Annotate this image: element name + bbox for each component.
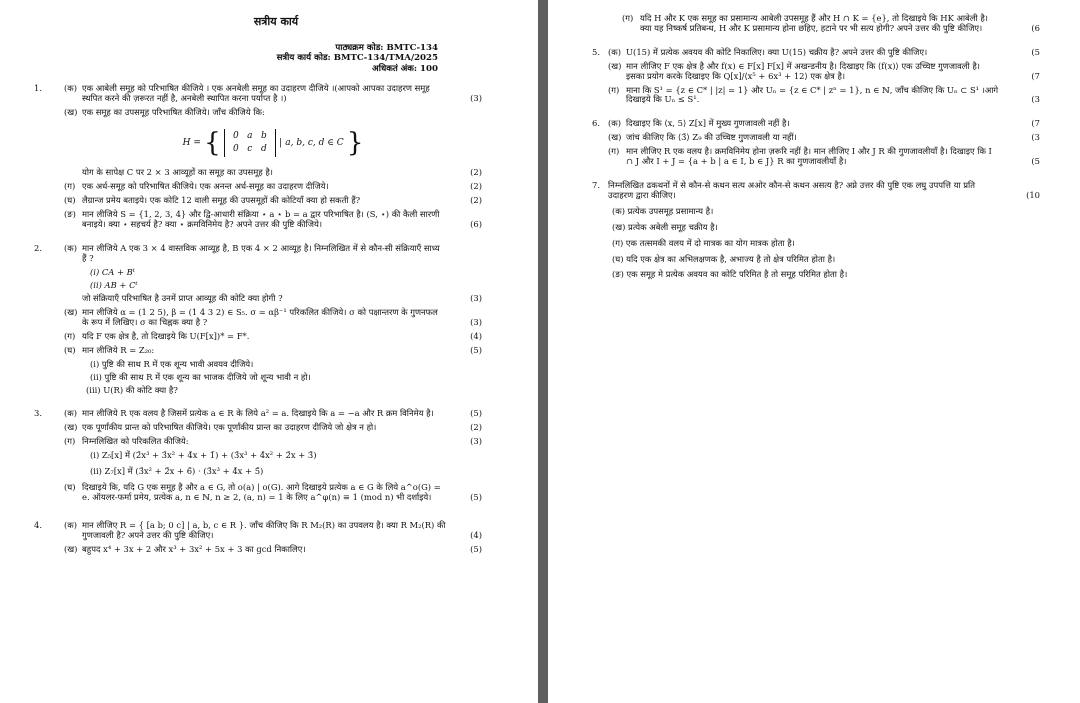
question-5a: (क) U(15) में प्रत्येक अवयव की कोटि निकालिए। क्या U(15) चक्रीय है? अपने उत्तर की पुष्टि कीजिए। (5: [608, 46, 1040, 57]
question-2a: (क) मान लीजिये A एक 3 × 4 वास्तविक आव्यूह है, B एक 4 × 2 आव्यूह है। निम्नलिखित में से कौन-सी संक्रियाएँ साध्य हैं ?: [64, 242, 440, 263]
list-item: (ii) AB + Cᵗ: [90, 279, 138, 290]
question-number: 1.: [34, 82, 42, 93]
page-separator: [538, 0, 548, 703]
question-3b: (ख) एक पूर्णांकीय प्रान्त को परिभाषित कीजिये। एक पूर्णांकीय प्रान्त का उदाहरण दीजिये जो क्षेत्र न हो। (2): [64, 421, 482, 432]
matrix: 0 a b 0 c d: [224, 129, 276, 156]
question-2a-cont: जो संक्रियाएँ परिभाषित है उनमें प्राप्त आव्यूह की कोटि क्या होगी ? (3): [82, 293, 482, 304]
question-6: 6. (क) दिखाइए कि ⟨x, 5⟩ Z[x] में मुख्य गुणजावली नहीं है। (7 (ख) जांच कीजिए कि ⟨3̄⟩ Z₉ की उच्चिष्ट गुणजावली या नहीं। (3 (ग) मान लीजिए R एक वलय है। क्रमविनिमेय होना ज़रूरि नहीं है। मान लीजिए I और J R की गुणजावलीयाँ है। दिखाइए कि I ∩ J और I + J = {a + b | a ∈ I, b ∈ J} R का गुणजावलीयाँ है। (5: [592, 118, 1040, 167]
question-4: 4. (क) मान लीजिए R = { [a b; 0 c] | a, b, c ∈ R }. जाँच कीजिए कि R M₂(R) का उपवलय है। क्या R M₂(R) की गुणजावली है? अपने उत्तर की पुष्टि कीजिए। (4) (ख) बहुपद x⁴ + 3x + 2 और x³ + 3x² + 5x + 3 का gcd निकालिए। (5): [34, 520, 482, 554]
document-title: सत्रीय कार्य: [253, 15, 299, 28]
course-meta: [34, 43, 518, 74]
question-6a: (क) दिखाइए कि ⟨x, 5⟩ Z[x] में मुख्य गुणजावली नहीं है। (7: [608, 118, 1040, 129]
max-marks: अधिकतं अंक: 100: [372, 63, 438, 74]
page-2: [548, 0, 1080, 703]
list-item: (i) पुष्टि की साथ R में एक शून्य भावी अवयव दीजिये।: [90, 358, 254, 369]
course-code: पाठ्यक्रम कोड: BMTC-134: [335, 42, 438, 53]
subgroup-definition: H = { 0 a b 0 c d | a, b, c, d ∈ C }: [182, 127, 364, 158]
question-6c: (ग) मान लीजिए R एक वलय है। क्रमविनिमेय होना ज़रूरि नहीं है। मान लीजिए I और J R की गुणजावलीयाँ है। दिखाइए कि I ∩ J और I + J = {a + b | a ∈ I, b ∈ J} R का गुणजावलीयाँ है। (5: [608, 146, 1040, 167]
marks: (3): [470, 92, 482, 103]
page-1: [0, 0, 538, 703]
question-7: 7. निम्नलिखित ढकथनों में से कौन-से कथन सत्य अओर कौन-से कथन असत्य है? अप्ने उत्तर की पुष्टि एक लघु उपपत्ति या प्रति उदाहरण द्वारा कीजिए। (10 (क) प्रत्येक उपसमूह प्रसामान्य है। (ख) प्रत्येक अबेली समूह चक्रीय है। (ग) एक तत्समकी वलय में दो मात्रक का योग मात्रक होता है। (घ) यदि एक क्षेत्र का अभिलक्षणक है, अभाज्य है तो क्षेत्र परिमित होता है। (ङ) एक समूह मे प्रत्येक अवयव का कोटि परिमित है तो समूह परिमित होता है।: [592, 179, 1040, 280]
question-3d: (घ) दिखाइये कि, यदि G एक समूह है और a ∈ G, तो o(a) | o(G). आगे दिखाइये प्रत्येक a ∈ G के लिये a^o(G) = e. ऑयलर-फर्मा प्रमेय, प्रत्येक a, n ∈ ℕ, n ≥ 2, (a, n) = 1 के लिए a^φ(n) ≡ 1 (mod n) भी दर्शाइये। (5): [64, 482, 482, 503]
list-item: (घ) यदि एक क्षेत्र का अभिलक्षणक है, अभाज्य है तो क्षेत्र परिमित होता है।: [612, 253, 836, 264]
question-1d: (घ) लैग्रान्ज प्रमेय बताइये। एक कोटि 12 वाली समूह की उपसमूहों की कोटियाँ क्या हो सकती हैं? (2): [64, 195, 482, 206]
question-6b: (ख) जांच कीजिए कि ⟨3̄⟩ Z₉ की उच्चिष्ट गुणजावली या नहीं। (3: [608, 132, 1040, 143]
list-item: (ख) प्रत्येक अबेली समूह चक्रीय है।: [612, 221, 718, 232]
question-5: 5. (क) U(15) में प्रत्येक अवयव की कोटि निकालिए। क्या U(15) चक्रीय है? अपने उत्तर की पुष्टि कीजिए। (5 (ख) मान लीजिए F एक क्षेत्र है और f(x) ∈ F[x] F[x] में अखन्डनीय है। दिखाइए कि ⟨f(x)⟩ एक उच्चिष्ट गुणजावली है। इसका प्रयोग करके दिखाइए कि Q[x]/⟨x⁵ + 6x³ + 12⟩ एक क्षेत्र है। (7 (ग) माना कि S¹ = {z ∈ C* | |z| = 1} और Uₙ = {z ∈ C* | zⁿ = 1}, n ∈ ℕ, जाँच कीजिए कि Uₙ ⊂ S¹ ।आगे दिखाइये कि Uₙ ≤ S¹. (3: [592, 46, 1040, 105]
question-5c: (ग) माना कि S¹ = {z ∈ C* | |z| = 1} और Uₙ = {z ∈ C* | zⁿ = 1}, n ∈ ℕ, जाँच कीजिए कि Uₙ ⊂ S¹ ।आगे दिखाइये कि Uₙ ≤ S¹. (3: [608, 84, 1040, 105]
list-item: (ग) एक तत्समकी वलय में दो मात्रक का योग मात्रक होता है।: [612, 237, 795, 248]
question-1b: (ख) एक समूह का उपसमूह परिभाषित कीजिये। जाँच कीजिये कि:: [64, 106, 265, 117]
question-2d: (घ) मान लीजिये R = Z₂₀: (5): [64, 345, 482, 356]
list-item: (ii) पुष्टि की साथ R में एक शून्य का भाजक दीजिये जो शून्य भावी न हो।: [90, 371, 311, 382]
question-7-stem: निम्नलिखित ढकथनों में से कौन-से कथन सत्य अओर कौन-से कथन असत्य है? अप्ने उत्तर की पुष्टि एक लघु उपपत्ति या प्रति उदाहरण द्वारा कीजिए। (10: [608, 179, 1040, 200]
question-4a: (क) मान लीजिए R = { [a b; 0 c] | a, b, c ∈ R }. जाँच कीजिए कि R M₂(R) का उपवलय है। क्या R M₂(R) की गुणजावली है? अपने उत्तर की पुष्टि कीजिए। (4): [64, 520, 482, 540]
question-2c: (ग) यदि F एक क्षेत्र है, तो दिखाइये कि U(F[x])* = F*. (4): [64, 331, 482, 342]
list-item: (ङ) एक समूह मे प्रत्येक अवयव का कोटि परिमित है तो समूह परिमित होता है।: [612, 269, 848, 280]
assignment-code: सत्रीय कार्य कोड: BMTC-134/TMA/2025: [276, 53, 438, 64]
list-item: (i) CA + Bᵗ: [90, 266, 135, 277]
question-3c: (ग) निम्नलिखित को परिकलित कीजिये: (3): [64, 435, 482, 446]
question-1a: (क) एक आबेली समूह को परिभाषित कीजिये । एक अनबेली समूह का उदाहरण दीजिये ।(आपको आपका उदाहरण समूह स्थपित करने की ज़रूरत नहीं है, अनबेली स्थापित करना पर्याप्त है ।) (3): [64, 82, 482, 103]
question-3a: (क) मान लीजिये R एक वलय है जिसमें प्रत्येक a ∈ R के लिये a² = a. दिखाइये कि a = −a और R क्रम विनिमेय है। (5): [64, 407, 482, 418]
list-item: (ii) Z₇[x] में (3̄x² + 2̄x + 6̄) · (3̄x³ + 4̄x + 5̄): [90, 466, 264, 477]
question-2: 2. (क) मान लीजिये A एक 3 × 4 वास्तविक आव्यूह है, B एक 4 × 2 आव्यूह है। निम्नलिखित में से कौन-सी संक्रियाएँ साध्य हैं ? (i) CA + Bᵗ (ii) AB + Cᵗ जो संक्रियाएँ परिभाषित है उनमें प्राप्त आव्यूह की कोटि क्या होगी ? (3) (ख) मान लीजिये α = (1 2 5), β = (1 4 3 2) ∈ S₅. σ = αβ⁻¹ परिकलित कीजिये। σ को पक्षान्तरण के गुणनफल के रूप में लिखिए। σ का चिह्नक क्या है ? (3) (ग) यदि F एक क्षेत्र है, तो दिखाइये कि U(F[x])* = F*. (4) (घ) मान लीजिये R = Z₂₀: (5) (i) पुष्टि की साथ R में एक शून्य भावी अवयव दीजिये। (ii) पुष्टि की साथ R में एक शून्य का भाजक दीजिये जो शून्य भावी न हो। (iii) U(R) की कोटि क्या है?: [34, 242, 482, 395]
list-item: (i) Z₅[x] में (2̄x³ + 3̄x² + 4̄x + 1̄) + (3̄x³ + 4̄x² + 2̄x + 3̄): [90, 450, 317, 461]
question-1b-cont: योग के सापेक्ष C पर 2 × 3 आव्यूहों का समूह का उपसमूह है। (2): [82, 167, 482, 178]
question-3: 3. (क) मान लीजिये R एक वलय है जिसमें प्रत्येक a ∈ R के लिये a² = a. दिखाइये कि a = −a और R क्रम विनिमेय है। (5) (ख) एक पूर्णांकीय प्रान्त को परिभाषित कीजिये। एक पूर्णांकीय प्रान्त का उदाहरण दीजिये जो क्षेत्र न हो। (2) (ग) निम्नलिखित को परिकलित कीजिये: (3) (i) Z₅[x] में (2̄x³ + 3̄x² + 4̄x + 1̄) + (3̄x³ + 4̄x² + 2̄x + 3̄) (ii) Z₇[x] में (3̄x² + 2̄x + 6̄) · (3̄x³ + 4̄x + 5̄) (घ) दिखाइये कि, यदि G एक समूह है और a ∈ G, तो o(a) | o(G). आगे दिखाइये प्रत्येक a ∈ G के लिये a^o(G) = e. ऑयलर-फर्मा प्रमेय, प्रत्येक a, n ∈ ℕ, n ≥ 2, (a, n) = 1 के लिए a^φ(n) ≡ 1 (mod n) भी दर्शाइये। (5): [34, 407, 482, 503]
question-4c: (ग) यदि H और K एक समूह का प्रसामान्य आबेली उपसमूह हैं और H ∩ K = {e}, तो दिखाइये कि HK आबेली है। क्या यह निष्कर्ष प्रतिबन्ध, H और K प्रसामान्य होना छहिए, हटाने पर भी सत्य होगी? अपने उत्तर की पुष्टि कीजिए। (6: [622, 13, 1040, 33]
question-1: [34, 84, 518, 230]
question-5b: (ख) मान लीजिए F एक क्षेत्र है और f(x) ∈ F[x] F[x] में अखन्डनीय है। दिखाइए कि ⟨f(x)⟩ एक उच्चिष्ट गुणजावली है। इसका प्रयोग करके दिखाइए कि Q[x]/⟨x⁵ + 6x³ + 12⟩ एक क्षेत्र है। (7: [608, 60, 1040, 81]
list-item: (iii) U(R) की कोटि क्या है?: [86, 384, 178, 395]
question-2b: (ख) मान लीजिये α = (1 2 5), β = (1 4 3 2) ∈ S₅. σ = αβ⁻¹ परिकलित कीजिये। σ को पक्षान्तरण के गुणनफल के रूप में लिखिए। σ का चिह्नक क्या है ? (3): [64, 307, 482, 328]
question-1e: (ङ) मान लीजिये S = {1, 2, 3, 4} और द्वि-आधारी संक्रिया ⋆ a ⋆ b = a द्वार परिभाषित है। (S, ⋆) की कैली सारणी बनाइये। क्या ⋆ सहचर्य है? क्या ⋆ क्रमविनिमेय है? अपने उत्तर की पुष्टि कीजिये। (6): [64, 209, 482, 229]
question-4b: (ख) बहुपद x⁴ + 3x + 2 और x³ + 3x² + 5x + 3 का gcd निकालिए। (5): [64, 543, 482, 554]
question-1c: (ग) एक अर्ध-समूह को परिभाषित कीजिये। एक अनन्त अर्ध-समूह का उदाहरण दीजिये। (2): [64, 181, 482, 192]
list-item: (क) प्रत्येक उपसमूह प्रसामान्य है।: [612, 205, 714, 216]
question-4-cont: [592, 14, 1072, 34]
